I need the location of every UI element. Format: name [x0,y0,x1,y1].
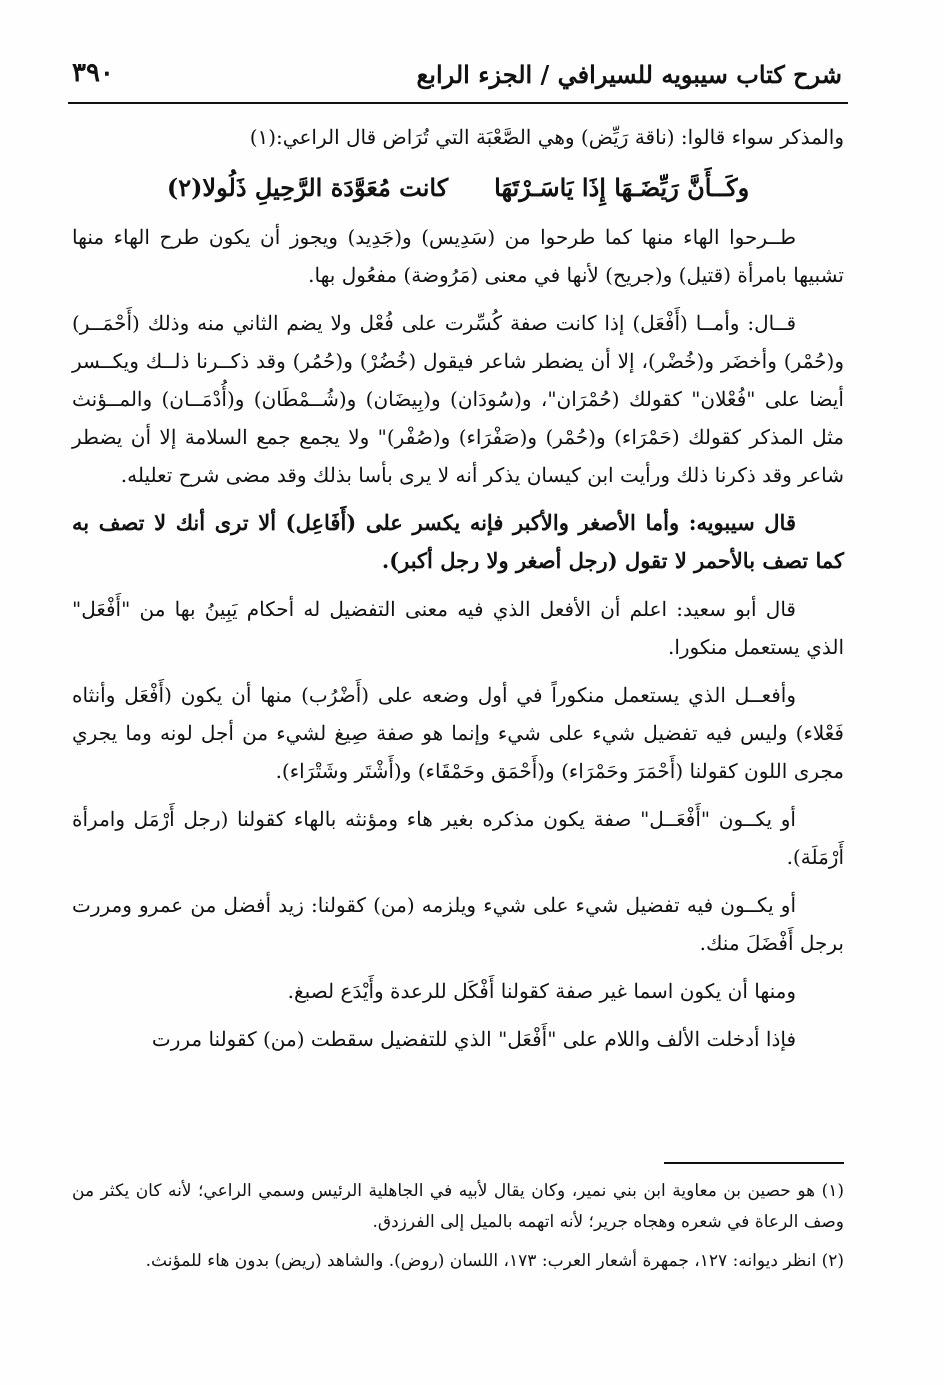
paragraph-10: فإذا أدخلت الألف واللام على "أَفْعَل" الذي للتفضيل سقطت (من) كقولنا مررت [151,1027,796,1051]
footnotes [72,1176,844,1285]
sibawayh-quote: قال سيبويه: وأما الأصغر والأكبر فإنه يكسر على (أَفَاعِل) ألا ترى أنك لا تصف به كما تصف بالأحمر لا تقول (رجل أصغر ولا رجل أكبر). [72,510,844,573]
footnote-2: (٢) انظر ديوانه: ١٢٧، جمهرة أشعار العرب: ١٧٣، اللسان (روض). والشاهد (ريض) بدون هاء للمؤنث. [145,1251,844,1271]
paragraph-3: قــال: وأمــا (أَفْعَل) إذا كانت صفة كُسِّرت على فُعْل ولا يضم الثاني منه وذلك (أَحْمَــر) و(حُمْر) وأخضَر و(خُضْر)، إلا أن يضطر شاعر فيقول (خُضُرْ) و(حُمُر) وقد ذكــرنا ذلــك ويكــسر أيضا على "فُعْلان" كقولك (حُمْرَان"، و(سُودَان) و(بِيضَان) و(شُــمْطَان) و(أُدْمَــان) والمــؤنث مثل المذكر كقولك (حَمْرَاء) و(حُمْر) و(صَفْرَاء) و(صُفْر)" ولا يجمع جمع السلامة إلا أن يضطر شاعر وقد ذكرنا ذلك ورأيت ابن كيسان يذكر أنه لا يرى بأسا بذلك وقد مضى شرح تعليله. [72,311,844,487]
page-header [68,56,848,100]
running-title: شرح كتاب سيبويه للسيرافي / الجزء الرابع [416,60,842,89]
footnote-separator [664,1162,844,1164]
paragraph-5: قال أبو سعيد: اعلم أن الأفعل الذي فيه معنى التفضيل له أحكام يَبِينُ بها من "أَفْعَل" الذي يستعمل منكورا. [72,597,844,659]
verse-first-hemistich: وكَــأَنَّ رَيِّضَـهَا إِذَا يَاسَـرْتَهَا [494,173,750,202]
poetry-verse [72,166,844,210]
page-number: ٣٩٠ [72,58,114,88]
paragraph-7: أو يكــون "أَفْعَــل" صفة يكون مذكره بغير هاء ومؤنثه بالهاء كقولنا (رجل أَرْمَل وامرأة أَرْمَلَة). [72,807,844,869]
verse-second-hemistich: كانت مُعَوَّدَة الرَّحِيلِ ذَلُولا(٢) [166,173,449,202]
paragraph-8: أو يكــون فيه تفضيل شيء على شيء ويلزمه (من) كقولنا: زيد أفضل من عمرو ومررت برجل أَفْضَلَ منك. [72,893,844,955]
footnote-1: (١) هو حصين بن معاوية ابن بني نمير، وكان يقال لأبيه في الجاهلية الرئيس وسمي الراعي؛ لأنه كان يكثر من وصف الرعاة في شعره وهجاه جرير؛ لأنه اتهمه بالميل إلى الفرزدق. [72,1181,844,1232]
paragraph-2: طــرحوا الهاء منها كما طرحوا من (سَدِيس) و(جَدِيد) ويجوز أن يكون طرح الهاء منها تشبيها بامرأة (قتيل) و(جريح) لأنها في معنى (مَرُوضة) مفعُول بها. [72,225,844,287]
header-rule [68,102,848,104]
paragraph-6: وأفعــل الذي يستعمل منكوراً في أول وضعه على (أَضْرُب) منها أن يكون (أَفْعَل وأنثاه فَعْلاء) وليس فيه تفضيل شيء على شيء وإنما هو صفة صِيغ لشيء من أجل لونه وما يجري مجرى اللون كقولنا (أَحْمَرَ وحَمْرَاء) و(أَحْمَق وحَمْقَاء) و(أَشْتَر وشَتْرَاء). [72,683,844,783]
paragraph-9: ومنها أن يكون اسما غير صفة كقولنا أَفْكَل للرعدة وأَيْدَع لصبغ. [287,979,796,1003]
main-text [72,118,844,1068]
paragraph-1: والمذكر سواء قالوا: (ناقة رَيِّض) وهي الصَّعْبَة التي تُرَاض قال الراعي:(١) [249,125,844,149]
